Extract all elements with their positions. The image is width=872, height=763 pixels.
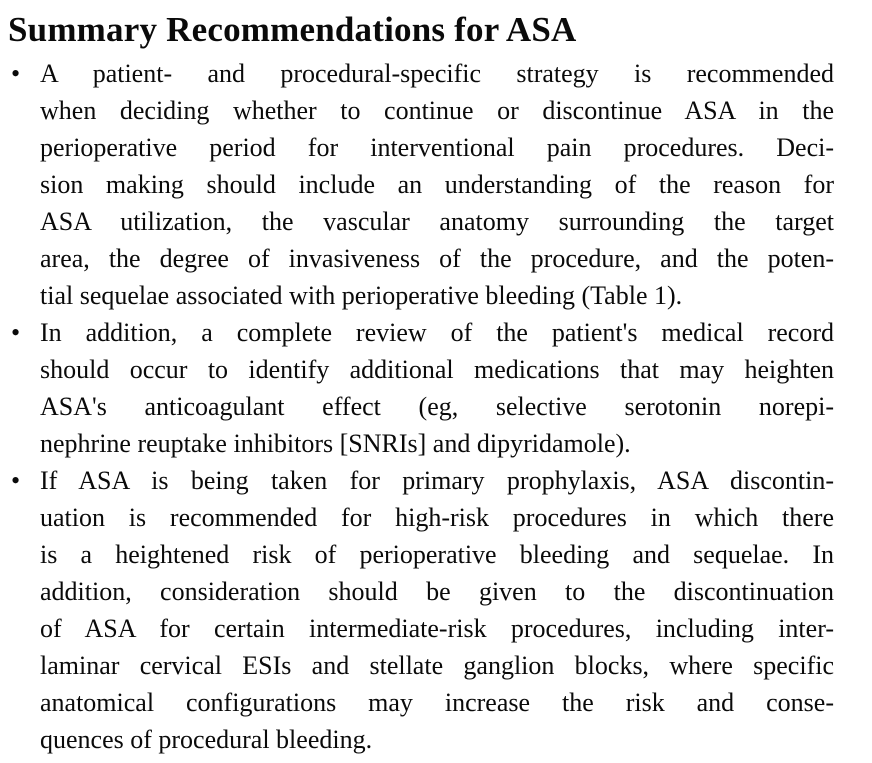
text-line: should occur to identify additional medications that may heighten — [40, 355, 834, 384]
text-line: addition, consideration should be given to the discontinuation — [40, 577, 834, 606]
text-line: area, the degree of invasiveness of the procedure, and the poten- — [40, 244, 834, 273]
text-line: uation is recommended for high-risk procedures in which there — [40, 503, 834, 532]
section-title: Summary Recommendations for ASA — [8, 10, 577, 49]
bullet-item — [8, 314, 834, 462]
bullet-paragraph — [40, 462, 834, 758]
text-line: tial sequelae associated with perioperative bleeding (Table 1). — [40, 281, 683, 310]
text-line: If ASA is being taken for primary prophylaxis, ASA discontin- — [40, 466, 834, 495]
text-line: ASA utilization, the vascular anatomy surrounding the target — [40, 207, 834, 236]
text-line: of ASA for certain intermediate-risk procedures, including inter- — [40, 614, 834, 643]
text-line: ASA's anticoagulant effect (eg, selective serotonin norepi- — [40, 392, 834, 421]
bullet-icon: • — [11, 59, 21, 88]
text-line: A patient- and procedural-specific strategy is recommended — [40, 59, 834, 88]
bullet-item — [8, 55, 834, 314]
text-line: nephrine reuptake inhibitors [SNRIs] and dipyridamole). — [40, 429, 631, 458]
bullet-paragraph — [40, 55, 834, 314]
bullet-icon: • — [11, 466, 21, 495]
text-line: perioperative period for interventional pain procedures. Deci- — [40, 133, 834, 162]
text-line: In addition, a complete review of the patient's medical record — [40, 318, 834, 347]
text-line: quences of procedural bleeding. — [40, 725, 373, 754]
text-line: laminar cervical ESIs and stellate ganglion blocks, where specific — [40, 651, 834, 680]
bullet-item — [8, 462, 834, 758]
text-line: is a heightened risk of perioperative bleeding and sequelae. In — [40, 540, 834, 569]
text-line: when deciding whether to continue or discontinue ASA in the — [40, 96, 834, 125]
text-line: anatomical configurations may increase the risk and conse- — [40, 688, 834, 717]
bullet-paragraph — [40, 314, 834, 462]
bullet-icon: • — [11, 318, 21, 347]
text-line: sion making should include an understanding of the reason for — [40, 170, 834, 199]
